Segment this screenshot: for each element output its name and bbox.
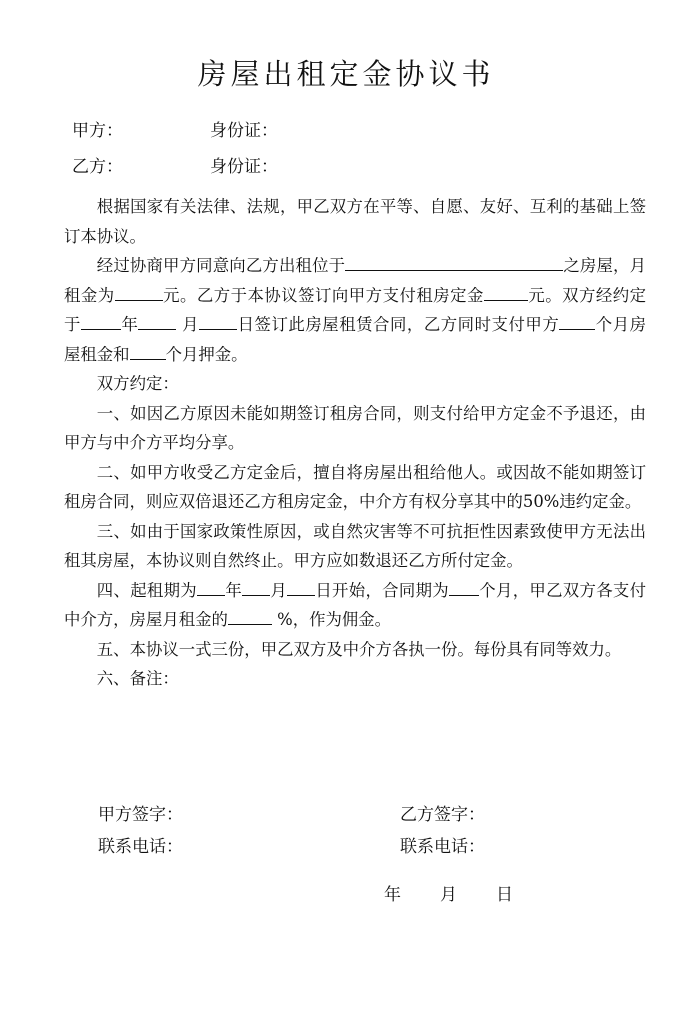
start-day-blank — [287, 580, 315, 596]
monthly-rent-blank — [115, 285, 163, 301]
party-b-phone-label: 联系电话： — [400, 837, 485, 857]
document-title: 房屋出租定金协议书 — [197, 57, 495, 91]
sign-month-blank — [138, 314, 176, 330]
rent-months-blank — [559, 314, 595, 330]
clause-3: 三、如由于国家政策性原因，或自然灾害等不可抗拒性因素致使甲方无法出租其房屋，本协议则自然终止。甲方应如数退还乙方所付定金。 — [64, 521, 646, 570]
terms-paragraph: 经过协商甲方同意向乙方出租位于 之房屋，月租金为 元。乙方于本协议签订向甲方支付租房定金 元。双方经约定于 年 月 日签订此房屋租赁合同，乙方同时支付甲方 个月房屋租金和 个月押金。 — [64, 256, 647, 364]
intro-paragraph: 根据国家有关法律、法规，甲乙双方在平等、自愿、友好、互利的基础上签订本协议。 — [64, 197, 646, 246]
date-day-label: 日 — [496, 885, 513, 905]
clause-2: 二、如甲方收受乙方定金后，擅自将房屋出租给他人。或因故不能如期签订租房合同，则应双倍退还乙方租房定金，中介方有权分享其中的50%违约定金。 — [64, 462, 646, 511]
party-a-id-label: 身份证： — [210, 121, 278, 141]
agreement-heading: 双方约定： — [96, 374, 179, 393]
agreement-body — [64, 192, 646, 694]
party-a-phone-label: 联系电话： — [98, 837, 183, 857]
start-month-blank — [242, 580, 270, 596]
address-blank — [345, 255, 563, 271]
sign-year-blank — [81, 314, 121, 330]
party-a-signature-label: 甲方签字： — [98, 805, 183, 825]
party-b-id-label: 身份证： — [210, 157, 278, 177]
date-year-label: 年 — [384, 885, 401, 905]
deposit-months-blank — [130, 344, 166, 360]
clause-5: 五、本协议一式三份，甲乙双方及中介方各执一份。每份具有同等效力。 — [96, 639, 622, 659]
term-months-blank — [449, 580, 479, 596]
start-year-blank — [197, 580, 225, 596]
date-month-label: 月 — [440, 885, 457, 905]
clause-6-remarks: 六、备注： — [96, 669, 179, 688]
clause-4: 四、起租期为 年 月 日开始，合同期为 个月，甲乙双方各支付中介方，房屋月租金的 %，作为佣金。 — [64, 580, 647, 629]
party-a-label: 甲方： — [72, 121, 123, 141]
deposit-blank — [484, 285, 528, 301]
party-b-label: 乙方： — [72, 157, 123, 177]
party-b-signature-label: 乙方签字： — [400, 805, 485, 825]
sign-day-blank — [199, 314, 237, 330]
clause-1: 一、如因乙方原因未能如期签订租房合同，则支付给甲方定金不予退还，由甲方与中介方平均分享。 — [64, 403, 646, 452]
commission-percent-blank — [228, 609, 272, 625]
